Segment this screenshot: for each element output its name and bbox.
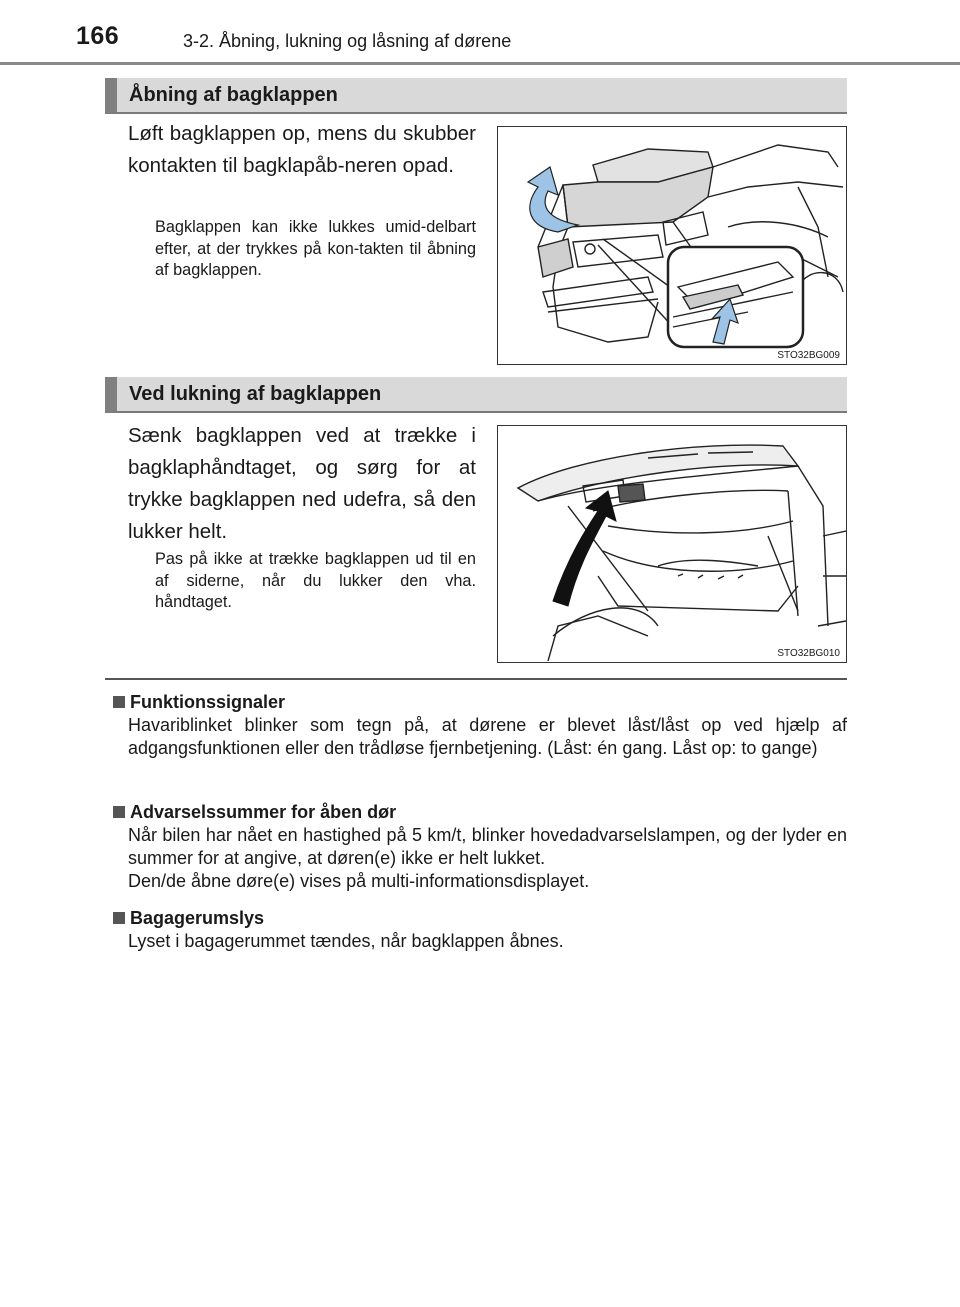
figure-code-close: STO32BG010 [777, 648, 840, 659]
close-note: Pas på ikke at trække bagklappen ud til en af siderne, når du lukker den vha. håndtaget. [155, 550, 476, 611]
section-heading-open [105, 78, 847, 114]
figure-close-tailgate [497, 425, 847, 663]
topic-body: Når bilen har nået en hastighed på 5 km/t, blinker hovedadvarselslampen, og der lyder en summer for at angive, at døren(e) ikke er helt lukket. [128, 825, 847, 868]
topic-body: Havariblinket blinker som tegn på, at dørene er blevet låst/låst op ved hjælp af adgangsfunktionen eller den trådløse fjernbetjening. (Låst: én gang. Låst op: to gange) [128, 715, 847, 758]
square-bullet-icon [113, 912, 125, 924]
section-heading-open-text: Åbning af bagklappen [129, 84, 338, 106]
square-bullet-icon [113, 696, 125, 708]
tailgate-open-illustration [498, 127, 846, 363]
open-note: Bagklappen kan ikke lukkes umid-delbart efter, at der trykkes på kon-takten til åbning af bagklappen. [155, 218, 476, 279]
open-instruction: Løft bagklappen op, mens du skubber kontakten til bagklapåb-neren opad. [128, 122, 476, 177]
tailgate-close-illustration [498, 426, 846, 661]
topic-body: Lyset i bagagerummet tændes, når bagklappen åbnes. [128, 931, 564, 951]
topic-heading [113, 906, 847, 930]
figure-code-open: STO32BG009 [777, 350, 840, 361]
page-number: 166 [76, 22, 120, 50]
figure-open-tailgate [497, 126, 847, 365]
square-bullet-icon [113, 806, 125, 818]
close-instruction: Sænk bagklappen ved at trække i bagklaphåndtaget, og sørg for at trykke bagklappen ned udefra, så den lukker helt. [128, 424, 476, 543]
section-heading-close [105, 377, 847, 413]
header-rule [0, 62, 960, 65]
chapter-title: 3-2. Åbning, lukning og låsning af dørene [183, 31, 512, 51]
topic-title: Advarselssummer for åben dør [130, 802, 397, 822]
section-heading-close-text: Ved lukning af bagklappen [129, 383, 382, 405]
topic-heading [113, 800, 847, 824]
topic-heading [113, 690, 847, 714]
topic-title: Bagagerumslys [130, 908, 265, 928]
topic-functionsignals [113, 690, 847, 760]
topic-luggage-light [113, 906, 847, 953]
topic-body-extra: Den/de åbne døre(e) vises på multi-informationsdisplayet. [128, 871, 590, 891]
topic-door-buzzer [113, 800, 847, 893]
topic-title: Funktionssignaler [130, 692, 286, 712]
section-divider [105, 678, 847, 680]
